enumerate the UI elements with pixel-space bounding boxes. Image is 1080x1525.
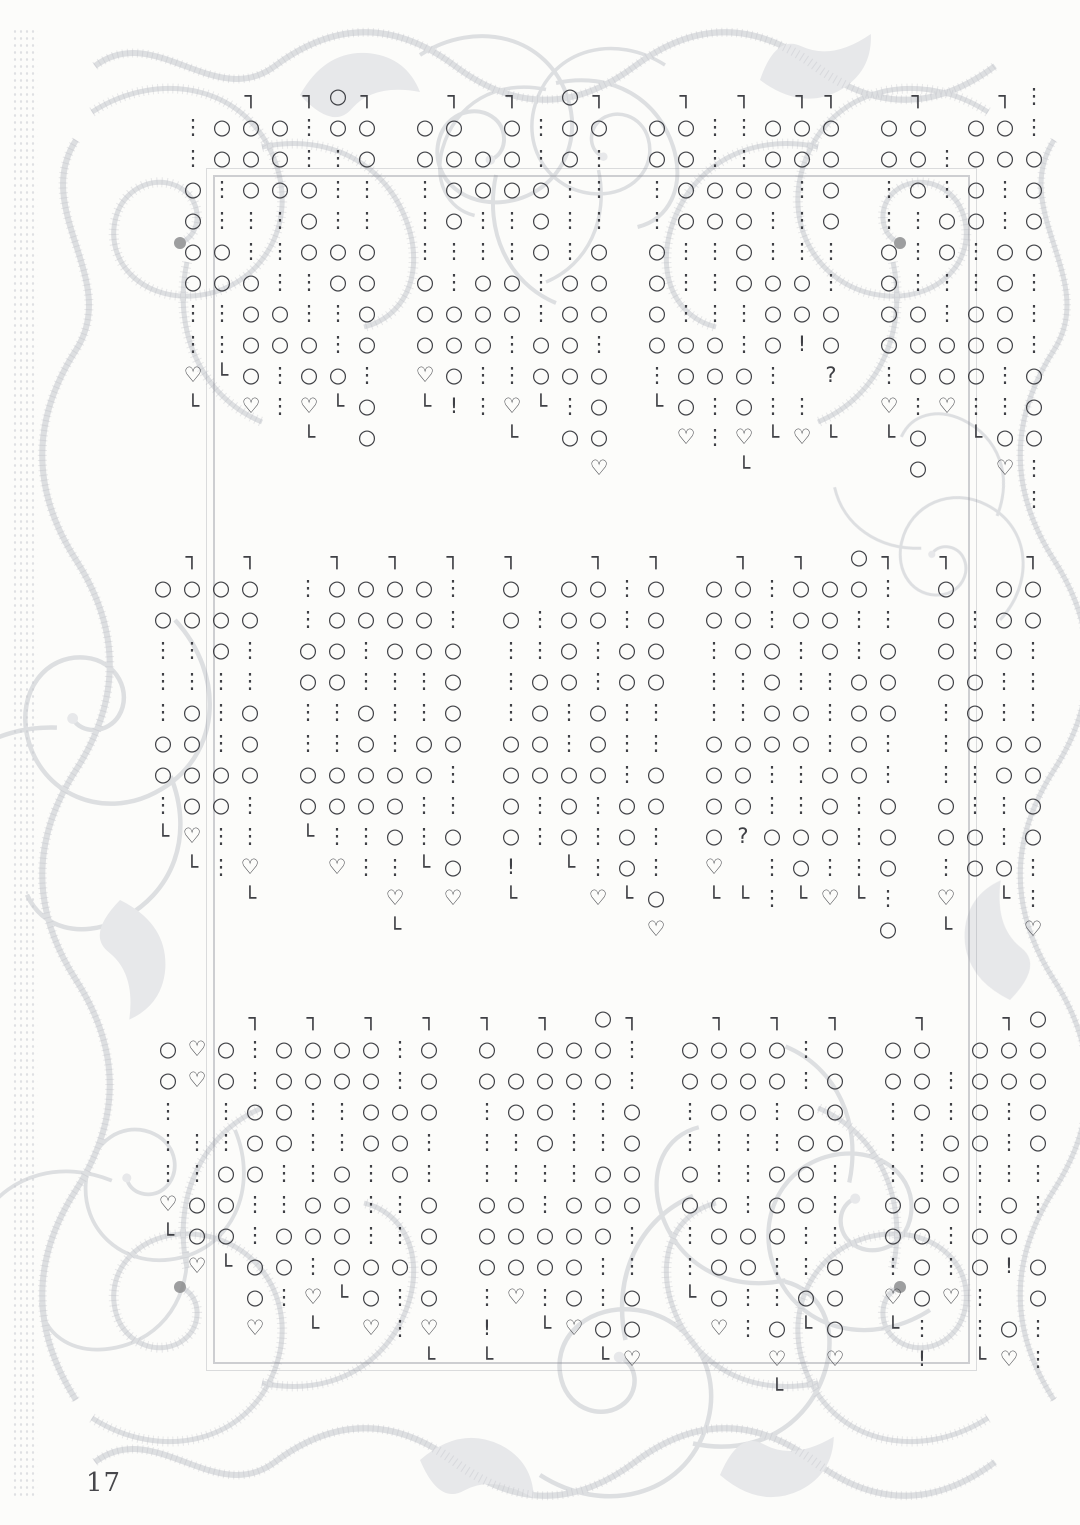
text-column <box>646 1006 675 1468</box>
text-column: ○○⋮⋮○○○○└ <box>330 1006 354 1316</box>
text-column: ┐○○○○⋮⋮⋮○○⋮♡└ <box>934 545 958 948</box>
text-column: ○○⋮⋮⋮♡└ <box>156 1006 180 1254</box>
text-column: ┐○○○⋮⋮⋮○○○⋮○○ <box>906 84 930 487</box>
text-column: ┐○○⋮⋮○○○⋮⋮⋮♡ <box>586 545 610 917</box>
text-column: ○○○⋮⋮⋮○○⋮⋮ <box>268 84 292 425</box>
text-column: ┐○○⋮⋮○○⋮⋮○○└ <box>789 545 813 917</box>
text-column: ○○⋮⋮○○○○⋮└ <box>645 84 669 425</box>
page-number: 17 <box>86 1468 122 1498</box>
text-column <box>902 545 931 997</box>
text-column: ┐○○⋮⋮○○○⋮⋮♡└ <box>238 545 262 917</box>
text-column: ⋮⋮○○○⋮⋮○○ <box>963 545 987 886</box>
text-column <box>264 545 293 997</box>
text-column: ┐○○⋮⋮⋮○○○⋮!└ <box>475 1006 499 1378</box>
text-column: ○○○⋮⋮○○○⋮⋮└ <box>761 84 785 456</box>
text-band-middle <box>148 545 1047 997</box>
text-column: ⋮⋮○○⋮⋮○○└ <box>296 545 320 855</box>
text-column <box>443 1006 472 1468</box>
text-column: ○○⋮⋮○○○♡ <box>504 1006 528 1316</box>
text-band-top <box>178 84 1048 539</box>
scan-edge-texture <box>12 28 38 1496</box>
text-column: ⋮⋮○○○○⋮⋮♡└ <box>181 84 205 425</box>
text-column: ┐⋮⋮○○○○⋮⋮○○♡ <box>441 545 465 917</box>
text-column: ┐○⋮⋮⋮○○○⋮○○○♡ <box>587 84 611 487</box>
text-column: ○○⋮⋮⋮○○⋮└ <box>151 545 175 855</box>
text-column: ○○○⋮⋮⋮○○⋮⋮ <box>736 1006 760 1347</box>
text-column <box>613 84 642 539</box>
text-column: ○○⋮⋮○○○○⋮⋮ <box>354 545 378 886</box>
text-column: ○○○⋮⋮⋮○○⋮⋮ <box>209 545 233 886</box>
text-column: ┐○○○⋮⋮○○○○⋮! <box>910 1006 934 1378</box>
text-column: ┐○○⋮⋮⋮○○○○!└ <box>499 545 523 917</box>
text-column: ┐⋮⋮○○○⋮⋮○○○⋮○ <box>876 545 900 948</box>
text-column: ⋮⋮○○○⋮⋮○○└ <box>529 84 553 425</box>
text-band-bottom <box>153 1006 1052 1468</box>
text-column: ┐○○○○⋮⋮○○? └ <box>819 84 843 456</box>
text-column: ⋮⋮○○○○⋮⋮ <box>528 545 552 855</box>
text-column: ○○○○⋮⋮○○⋮⋮└ <box>968 1006 992 1378</box>
text-column: ○○○⋮⋮⋮○○○○⋮○ <box>558 84 582 456</box>
text-column: ┐○○⋮⋮○○○⋮⋮○♡└ <box>765 1006 789 1409</box>
text-column: ┐○○○⋮⋮○○○○♡ <box>707 1006 731 1347</box>
text-column <box>849 1006 878 1468</box>
text-column: ┐⋮⋮○○○⋮⋮○○♡ <box>243 1006 267 1347</box>
text-column: ○○⋮⋮⋮○○⋮⋮○└ <box>326 84 350 425</box>
text-column: ┐○○⋮⋮⋮○○! ⋮♡ <box>790 84 814 456</box>
text-column: ┐○○○⋮⋮○○○? └ <box>731 545 755 917</box>
text-column: ┐○○○○⋮⋮○○⋮└ <box>533 1006 557 1347</box>
text-column: ○○⋮⋮○○○⋮⋮ <box>471 84 495 425</box>
text-column: ┐○○○⋮⋮○○○○♡ <box>239 84 263 425</box>
text-column: ○○⋮⋮⋮○○○○♡└ <box>702 545 726 917</box>
text-column: ○○○⋮⋮○○○⋮⋮○└ <box>591 1006 615 1378</box>
text-column: ○○⋮⋮○○○○⋮⋮⋮└ <box>847 545 871 917</box>
text-column: ○○⋮⋮⋮○○○♡└ <box>413 84 437 425</box>
text-column: ┐○○⋮⋮⋮○○○○⋮⋮♡ <box>1021 545 1045 948</box>
text-column: ○○⋮⋮○○○○⋮♡└ <box>877 84 901 456</box>
text-column: ⋮⋮○○○○⋮⋮⋮○○○⋮⋮ <box>1022 84 1046 518</box>
text-column: ⋮⋮○○○⋮⋮○⋮⋮ <box>388 1006 412 1347</box>
text-column: ○○○○○⋮⋮ ○○⋮⋮ <box>1026 1006 1050 1378</box>
text-column: ┐○○○○⋮⋮⋮○○♡ <box>359 1006 383 1347</box>
text-column: ┐○○⋮⋮⋮○○! ○♡ <box>997 1006 1021 1378</box>
text-column: ○○○⋮⋮○○⋮⋮└ <box>412 545 436 886</box>
text-column <box>845 84 874 539</box>
text-column: ┐○○○⋮⋮⋮○○○⋮♡└ <box>383 545 407 948</box>
text-column: ┐○○○⋮⋮○○⋮⋮♡└ <box>500 84 524 456</box>
text-column: ┐⋮⋮○○○○⋮⋮○○♡ <box>620 1006 644 1378</box>
text-column: ┐○○⋮⋮○○○○♡└ <box>180 545 204 886</box>
text-column <box>670 545 699 997</box>
text-column: ⋮⋮○○⋮⋮○○♡ <box>935 84 959 425</box>
text-column: ○○⋮⋮○○⋮⋮└ <box>678 1006 702 1316</box>
text-column: ⋮⋮○○○○⋮⋮○└ <box>794 1006 818 1347</box>
text-column: ⋮⋮○○○⋮⋮♡ <box>939 1006 963 1316</box>
text-column: ○○○○⋮⋮○○○└ <box>557 545 581 886</box>
text-column: ○○⋮⋮⋮○○⋮♡└ <box>881 1006 905 1347</box>
text-column: ┐○○⋮⋮○○○○⋮○○ <box>355 84 379 456</box>
text-column: ⋮⋮○○○○⋮⋮○⋮⋮ <box>760 545 784 917</box>
text-column: ○○⋮⋮○○⋮⋮└ <box>210 84 234 394</box>
text-column: ┐⋮⋮○○○⋮⋮○○♡└ <box>297 84 321 456</box>
text-column <box>381 84 410 539</box>
text-column: ○○○○⋮⋮○○○⋮└ <box>964 84 988 456</box>
text-column: ┐⋮⋮○○○○⋮⋮○○♡└ <box>732 84 756 487</box>
text-column: ┐○○⋮⋮○○○○⋮⋮○♡ <box>993 84 1017 487</box>
text-column: ○○⋮⋮⋮○○○○♡ <box>562 1006 586 1347</box>
text-column: ┐○○○○⋮⋮⋮○○○♡ <box>674 84 698 456</box>
text-column: ┐○○⋮⋮⋮○○⋮♡└ <box>301 1006 325 1347</box>
text-column <box>467 545 496 997</box>
text-column: ┐○○○○⋮⋮○○⋮⋮○♡ <box>644 545 668 948</box>
text-column: ○○⋮⋮○○○└ <box>214 1006 238 1285</box>
text-column: ┐○○○⋮⋮○○○○♡└ <box>417 1006 441 1378</box>
text-column: ○○○⋮⋮○○⋮⋮○└ <box>992 545 1016 917</box>
text-column: ┐○○○○⋮⋮○○⋮♡ <box>325 545 349 886</box>
text-column: ♡♡ ⋮⋮○○♡ <box>185 1006 209 1285</box>
text-column: ⋮⋮○○⋮⋮⋮○○○└ <box>615 545 639 917</box>
text-column: ┐○○○○⋮⋮○○○! <box>442 84 466 425</box>
text-column: ○○○○⋮⋮○○⋮ <box>272 1006 296 1316</box>
text-column: ⋮⋮○○⋮⋮⋮○○⋮⋮ <box>703 84 727 456</box>
text-column: ○○○⋮⋮⋮○○○⋮♡ <box>818 545 842 917</box>
text-column: ┐○○○○⋮⋮⋮○○○♡ <box>823 1006 847 1378</box>
